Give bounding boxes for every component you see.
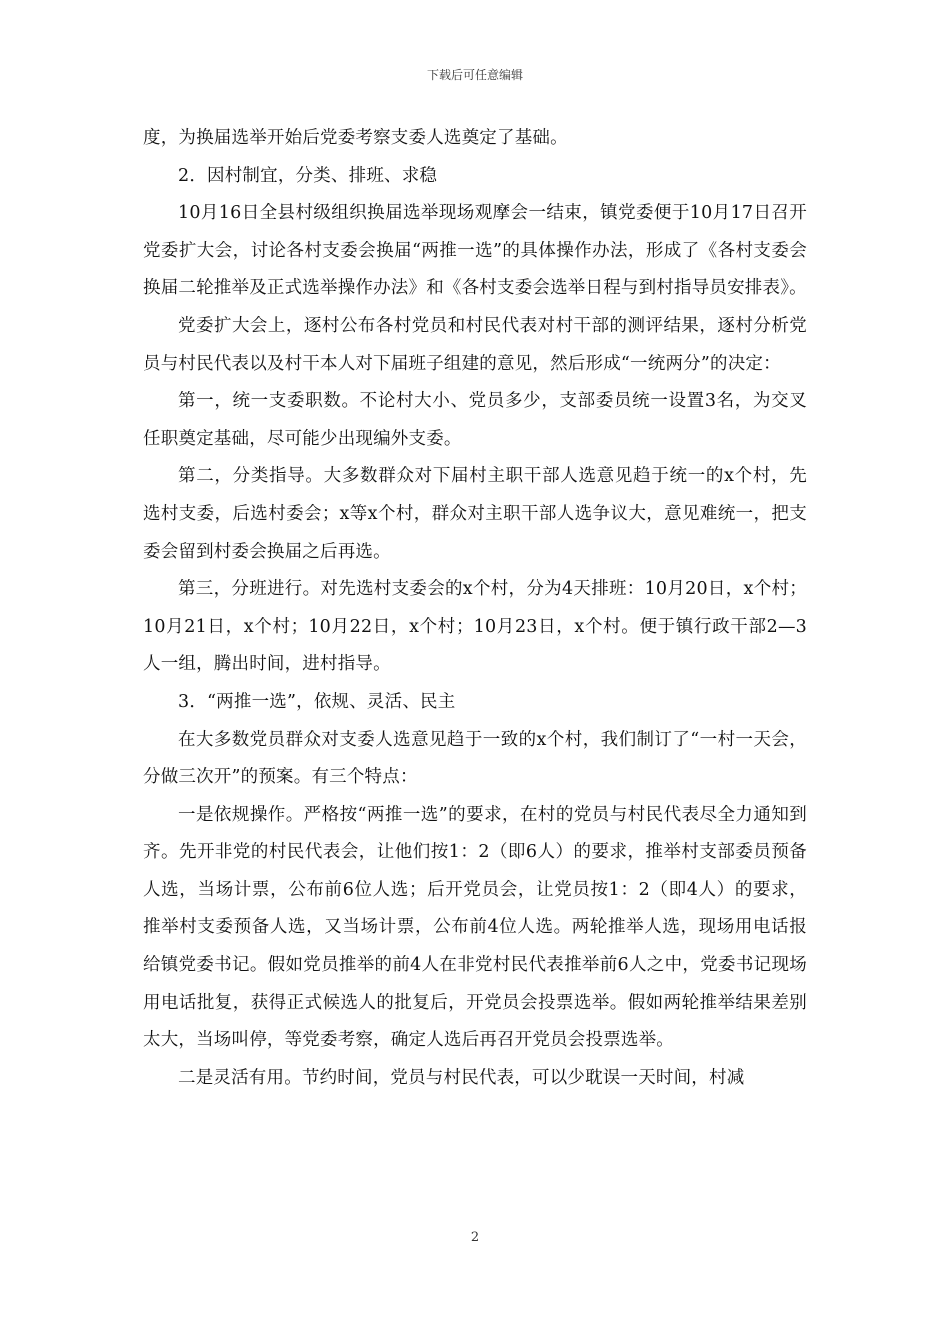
- document-body: [143, 120, 807, 1097]
- paragraph: 10月16日全县村级组织换届选举现场观摩会一结束，镇党委便于10月17日召开党委扩大会，讨论各村支委会换届“两推一选”的具体操作办法，形成了《各村支委会换届二轮推举及正式选举操作办法》和《各村支委会选举日程与到村指导员安排表》。: [143, 203, 807, 299]
- paragraph: 第一，统一支委职数。不论村大小、党员多少，支部委员统一设置3名，为交叉任职奠定基础，尽可能少出现编外支委。: [143, 391, 807, 449]
- paragraph: 第三，分班进行。对先选村支委会的x个村，分为4天排班：10月20日，x个村；10月21日，x个村；10月22日，x个村；10月23日，x个村。便于镇行政干部2—3人一组，腾出时间，进村指导。: [143, 579, 807, 675]
- page-header: 下载后可任意编辑: [426, 68, 523, 82]
- paragraph: 在大多数党员群众对支委人选意见趋于一致的x个村，我们制订了“一村一天会，分做三次开”的预案。有三个特点：: [143, 729, 807, 788]
- section-heading-3: 3．“两推一选”，依规、灵活、民主: [178, 691, 456, 712]
- paragraph: 党委扩大会上，逐村公布各村党员和村民代表对村干部的测评结果，逐村分析党员与村民代表以及村干本人对下届班子组建的意见，然后形成“一统两分”的决定：: [143, 315, 807, 374]
- paragraph: 第二，分类指导。大多数群众对下届村主职干部人选意见趋于统一的x个村，先选村支委，后选村委会；x等x个村，群众对主职干部人选争议大，意见难统一，把支委会留到村委会换届之后再选。: [143, 466, 807, 562]
- section-heading-2: 2．因村制宜，分类、排班、求稳: [178, 165, 438, 186]
- paragraph: 一是依规操作。严格按“两推一选”的要求，在村的党员与村民代表尽全力通知到齐。先开非党的村民代表会，让他们按1：2（即6人）的要求，推举村支部委员预备人选，当场计票，公布前6位人选；后开党员会，让党员按1：2（即4人）的要求，推举村支委预备人选，又当场计票，公布前4位人选。两轮推举人选，现场用电话报给镇党委书记。假如党员推举的前4人在非党村民代表推举前6人之中，党委书记现场用电话批复，获得正式候选人的批复后，开党员会投票选举。假如两轮推举结果差别太大，当场叫停，等党委考察，确定人选后再召开党员会投票选举。: [143, 804, 807, 1051]
- paragraph: 二是灵活有用。节约时间，党员与村民代表，可以少耽误一天时间，村减: [178, 1067, 745, 1088]
- page-number: 2: [470, 1230, 480, 1245]
- paragraph-continued: 度，为换届选举开始后党委考察支委人选奠定了基础。: [143, 128, 568, 148]
